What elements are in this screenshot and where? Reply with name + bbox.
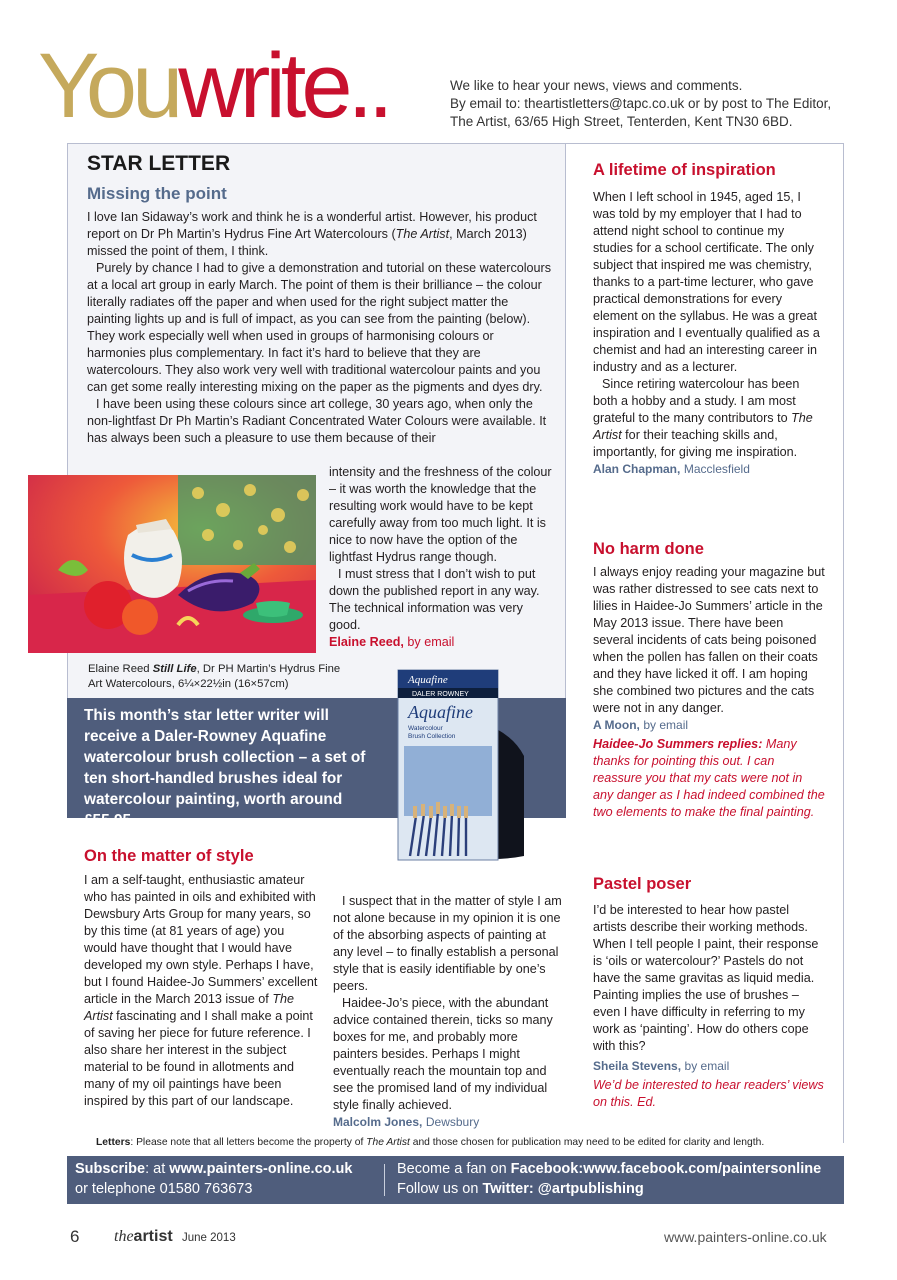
subscribe-phone: or telephone 01580 763673 (75, 1181, 253, 1197)
magazine-name: The Artist (84, 992, 295, 1023)
reply-label: Haidee-Jo Summers replies: (593, 737, 763, 751)
subscribe-link[interactable]: www.painters-online.co.uk (169, 1161, 353, 1177)
author-place: by email (643, 718, 689, 732)
text-run: Become a fan on (397, 1161, 511, 1177)
note-label: Letters (96, 1137, 131, 1148)
text-run: : at (145, 1161, 170, 1177)
harm-letter-title: No harm done (593, 540, 704, 558)
masthead-intro (450, 77, 870, 131)
magazine-logo (114, 1228, 173, 1246)
product-name-1: Watercolour (408, 725, 443, 732)
pastel-letter-title: Pastel poser (593, 875, 692, 893)
harm-letter-body (593, 564, 825, 821)
star-letter-body (87, 209, 552, 447)
social-block (397, 1159, 821, 1199)
facebook-link[interactable]: :www.facebook.com/paintersonline (578, 1161, 822, 1177)
style-letter-title: On the matter of style (84, 847, 254, 865)
product-brand: Aquafine (408, 702, 473, 722)
footer-website[interactable]: www.painters-online.co.uk (664, 1229, 827, 1245)
lifetime-letter-title: A lifetime of inspiration (593, 161, 776, 179)
style-letter-body-continued (333, 893, 565, 1131)
paragraph: I always enjoy reading your magazine but was rather distressed to see cats next to lilies in Haidee-Jo Summers’ article in the May 2013 issue. There have been several incidents of cats being poisoned when the pollen has fallen on their coats and they have licked it off. I am hoping she combined two pictures and the cats were not in any danger. (593, 565, 825, 715)
author-name: Malcolm Jones, (333, 1115, 423, 1129)
still-life-painting (28, 475, 316, 653)
page-number: 6 (70, 1227, 80, 1246)
author-name: Sheila Stevens, (593, 1059, 682, 1073)
text-run: I love Ian Sidaway’s work and think he is a wonderful artist. However, his product report on Dr Ph Martin’s Hydrus Fine Art Watercolours ( (87, 210, 537, 241)
product-brand-small: Aquafine (408, 674, 448, 686)
masthead-you: You (38, 35, 179, 137)
issue-date: June 2013 (182, 1232, 236, 1244)
author-place: by email (684, 1059, 730, 1073)
text-run: , Dr PH Martin’s Hydrus Fine Art Watercolours, 6¼×22½in (16×57cm) (88, 663, 341, 690)
author-place: Dewsbury (425, 1115, 480, 1129)
text-run: and those chosen for publication may need to be edited for clarity and length. (409, 1137, 765, 1148)
masthead-write: write.. (178, 35, 389, 137)
brush-collection-product (394, 666, 526, 864)
subscribe-block (75, 1159, 352, 1199)
star-letter-title: Missing the point (87, 184, 227, 203)
author-name: Alan Chapman, (593, 462, 681, 476)
paragraph: intensity and the freshness of the colour – it was worth the knowledge that the resulting work would have to be kept carefully away from too much light. It is nice to now have the option of the lightfast Hydrus range though. (329, 465, 552, 564)
reply-text: Many thanks for pointing this out. I can reassure you that my cats were not in any danger as I had indeed combined the two elements to make the final painting. (593, 737, 825, 819)
text-run: fascinating and I shall make a point of saving her piece for future reference. I also share her interest in the subject material to be found in allotments and many of my oil paintings have been inspired by this part of our landscape. (84, 1009, 313, 1108)
paragraph: I’d be interested to hear how pastel artists describe their working methods. When I tell people I paint, their response is ‘oils or watercolour?’ Pastels do not have the same gravitas as liquid media. Painting implies the use of brushes – even I have difficulty in referring to my work as ‘painting’. How do others cope with this? (593, 903, 819, 1053)
paragraph: I suspect that in the matter of style I am not alone because in my opinion it is one of the absorbing aspects of painting at any level – to finally establish a personal style that is easily identifiable by one’s peers. (333, 894, 562, 993)
paragraph: Haidee-Jo’s piece, with the abundant advice contained therein, ticks so many boxes for me, and probably more painters besides. Perhaps I might eventually reach the mountain top and see the promised land of my individual style finally achieved. (333, 996, 553, 1112)
author-place: Macclesfield (683, 462, 750, 476)
author-name: Elaine Reed, (329, 635, 404, 649)
column-rule-top (566, 143, 844, 144)
subscribe-band (67, 1156, 844, 1204)
product-maker: DALER ROWNEY (412, 691, 469, 698)
band-divider (384, 1164, 385, 1196)
text-run: Follow us on (397, 1181, 483, 1197)
letters-note (96, 1137, 836, 1148)
magazine-name: The Artist (395, 227, 450, 241)
lifetime-letter-body (593, 189, 825, 478)
twitter-label: Twitter (482, 1181, 529, 1197)
painting-caption (88, 662, 348, 692)
text-run: Since retiring watercolour has been both a hobby and a study. I am most grateful to the many contributors to (593, 377, 800, 425)
author-name: A Moon, (593, 718, 640, 732)
facebook-label: Facebook (510, 1161, 579, 1177)
subscribe-label: Subscribe (75, 1161, 146, 1177)
paragraph: When I left school in 1945, aged 15, I was told by my employer that I had to attend night school to continue my studies for a school certificate. The only subject that inspired me was chemistry, thanks to a part-time lecturer, who gave practical demonstrations for every element on the syllabus. He was a great inspiration and I eventually qualified as a chemist and had an interesting career in industry and as a lecturer. (593, 190, 820, 374)
magazine-name: The Artist (366, 1137, 410, 1148)
author-place: by email (407, 635, 455, 649)
masthead-title (38, 35, 389, 137)
logo-artist: artist (133, 1228, 173, 1245)
painting-title: Still Life (152, 663, 197, 675)
twitter-link[interactable]: : @artpublishing (528, 1181, 644, 1197)
style-letter-body (84, 872, 320, 1110)
intro-line: We like to hear your news, views and comments. (450, 78, 743, 93)
paragraph: I have been using these colours since art college, 30 years ago, when only the non-lightfast Dr Ph Martin’s Radiant Concentrated Water Colours were available. It has always been such a pleasure to use them because of their (87, 397, 547, 445)
text-run: Elaine Reed (88, 663, 153, 675)
text-run: , March 2013) missed the point of them, I think. (87, 227, 527, 258)
pastel-letter-body (593, 902, 825, 1111)
intro-line: The Artist, 63/65 High Street, Tenterden, Kent TN30 6BD. (450, 114, 793, 129)
star-letter-heading: STAR LETTER (87, 152, 231, 175)
magazine-name: The Artist (593, 411, 813, 442)
paragraph: Purely by chance I had to give a demonstration and tutorial on these watercolours at a local art group in early March. The point of them is their brilliance – the colour literally radiates off the paper and when used for the right subject matter the painting lights up and is full of impact, as you can see from the painting (below). They work especially well when used in groups of harmonising colours or harmonies plus complementary. In fact it’s hard to believe that they are watercolours. They also work very well with traditional watercolour paints and you can get some really interesting mixing on the paper as the pigments and dyes dry. (87, 261, 552, 394)
prize-text: This month’s star letter writer will receive a Daler-Rowney Aquafine watercolour brush collection – a set of ten short-handled brushes ideal for watercolour painting, worth around £55.95. (84, 707, 366, 829)
star-letter-body-continued (329, 464, 554, 651)
paragraph: I must stress that I don’t wish to put down the published report in any way. The technical information was very good. (329, 567, 540, 632)
column-rule-right (843, 143, 844, 1143)
logo-the: the (114, 1228, 134, 1245)
text-run: for their teaching skills and, importantly, for giving me inspiration. (593, 428, 798, 459)
product-name-2: Brush Collection (408, 733, 456, 740)
intro-line: By email to: theartistletters@tapc.co.uk or by post to The Editor, (450, 96, 832, 111)
text-run: : Please note that all letters become the property of (130, 1137, 367, 1148)
editor-note: We’d be interested to hear readers’ views on this. Ed. (593, 1078, 824, 1109)
text-run: I am a self-taught, enthusiastic amateur who has painted in oils and exhibited with Dewsbury Arts Group for many years, so by this time (at 81 years of age) you would have thought that I would have developed my own style. Perhaps I have, but I found Haidee-Jo Summers’ excellent article in the March 2013 issue of (84, 873, 318, 1006)
